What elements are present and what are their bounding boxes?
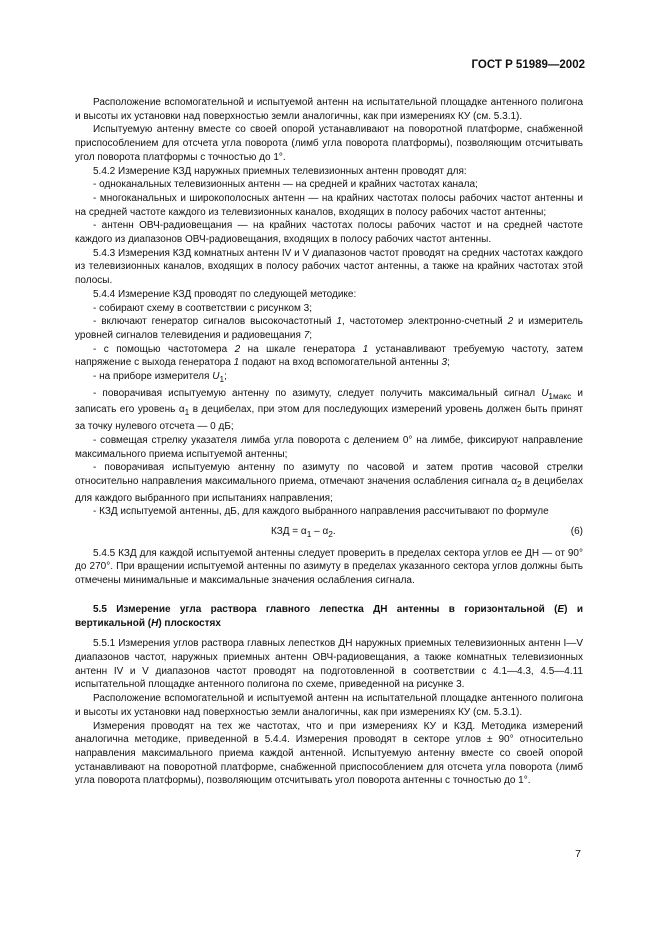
list-item: - с помощью частотомера 2 на шкале генератора 1 устанавливают требуемую частоту, затем напряжение с выхода генератора 1 подают на вход вспомогательной антенны 3; [75, 343, 583, 369]
formula-expression: КЗД = $\alpha_1 - \alpha_2$. [271, 526, 336, 540]
clause-5-4-4: 5.4.4 Измерение КЗД проводят по следующей методике: [93, 288, 357, 300]
list-item: - КЗД испытуемой антенны, дБ, для каждого выбранного направления рассчитывают по формуле [93, 506, 549, 518]
paragraph: Расположение вспомогательной и испытуемой антенн на испытательной площадке антенного полигона и высоты их установки над поверхностью земли аналогичны, как при измерениях КУ (см. 5.3.1). [75, 97, 583, 122]
section-heading-5-5: 5.5 Измерение угла раствора главного лепестка ДН антенны в горизонтальной (E) и вертикальной (H) плоскостях [75, 603, 583, 629]
formula-number: (6) [570, 526, 583, 538]
list-item: - на приборе измерителя $U_1$; [93, 371, 227, 385]
list-item: - включают генератор сигналов высокочастотный 1, частотомер электронно-счетный 2 и измеритель уровней сигналов телевидения и радиовещания 7; [75, 316, 584, 341]
list-item: - совмещая стрелку указателя лимба угла поворота с делением 0° на лимбе, фиксируют направление максимального приема испытуемой антенны; [75, 434, 583, 460]
clause-5-5-1: 5.5.1 Измерения углов раствора главных лепестков ДН наружных приемных телевизионных антенн I—V диапазонов частот, наружных приемных антенн ОВЧ-радиовещания, а также комнатных телевизионных антенн IV и V диапазонов частот проводят на подготовленной в соответствии с 4.1—4.3, 4.5—4.11 испытательной площадке антенного полигона по схеме, приведенной на рисунке 3. [75, 638, 583, 691]
clause-5-4-5: 5.4.5 КЗД для каждой испытуемой антенны следует проверить в пределах сектора углов ее ДН — от 90° до 270°. При вращении испытуемой антенны по азимуту в пределах указанного сектора углов должны быть отмечены минимальные и максимальные значения ослабления сигнала. [75, 547, 583, 587]
paragraph: Расположение вспомогательной и испытуемой антенн на испытательной площадке антенного полигона и высоты их установки над поверхностью земли аналогичны, как при измерениях КУ (см. 5.3.1). [75, 693, 583, 718]
list-item: - поворачивая испытуемую антенну по азимуту, следует получить максимальный сигнал $U_{1макс}$ и записать его уровень $\alpha_1$ в децибелах, при этом для последующих измерений уровень должен быть принят за точку нулевого отсчета — 0 дБ; [75, 387, 583, 433]
document-header: ГОСТ Р 51989—2002 [471, 59, 585, 71]
list-item: - одноканальных телевизионных антенн — на средней и крайних частотах канала; [93, 179, 478, 191]
list-item: - собирают схему в соответствии с рисунком 3; [93, 302, 312, 314]
paragraph: Измерения проводят на тех же частотах, что и при измерениях КУ и КЗД. Методика измерений аналогична методике, приведенной в 5.4.4. Измерения проводят в секторе углов ± 90° относительно направления максимального приема каждой антенной. Испытуемую антенну вместе со своей опорой устанавливают на поворотной платформе, снабженной приспособлением для отсчета угла поворота (лимб угла поворота платформы), позволяющим отсчитывать угол поворота антенны с точностью до 1°. [75, 720, 583, 787]
clause-5-4-2: 5.4.2 Измерение КЗД наружных приемных телевизионных антенн проводят для: [93, 165, 467, 177]
clause-5-4-3: 5.4.3 Измерения КЗД комнатных антенн IV и V диапазонов частот проводят на средних частотах каждого из телевизионных каналов, входящих в полосу рабочих частот антенны, а также на крайних частотах этой полосы. [75, 247, 583, 287]
list-item: - поворачивая испытуемую антенну по азимуту по часовой и затем против часовой стрелки относительно направления максимального приема, отмечают значения ослабления сигнала $\alpha_2$ в децибелах для каждого выбранного при испытаниях направления; [75, 462, 583, 504]
page-body [75, 96, 583, 788]
list-item: - многоканальных и широкополосных антенн — на крайних частотах полосы рабочих частот антенны и на средней частоте каждого из телевизионных каналов, входящих в полосу рабочих частот антенны; [75, 192, 583, 218]
page-number: 7 [575, 848, 581, 860]
formula-6 [75, 525, 583, 539]
list-item: - антенн ОВЧ-радиовещания — на крайних частотах полосы рабочих частот и на средней частоте каждого из диапазонов ОВЧ-радиовещания, входящих в полосу рабочих частот антенны. [75, 220, 583, 246]
paragraph: Испытуемую антенну вместе со своей опорой устанавливают на поворотной платформе, снабженной приспособлением для отсчета угла поворота (лимб угла поворота платформы), позволяющим отсчитывать угол поворота платформы с точностью до 1°. [75, 124, 583, 163]
